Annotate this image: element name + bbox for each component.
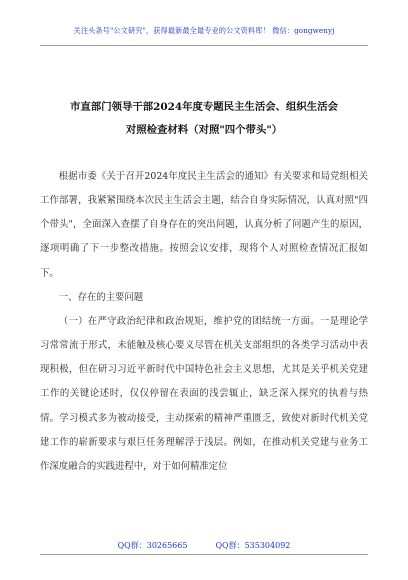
promo-banner[interactable]: 关注头条号"公文研究"，获得最新最全最专业的公文资料库！ 微信：gongwenyj [73,26,335,35]
document-title: 市直部门领导干部2024年度专题民主生活会、组织生活会 [70,101,338,113]
section-heading: 一、存在的主要问题 [58,291,144,303]
section-paragraph: （一）在严守政治纪律和政治规矩，维护党的团结统一方面。一是理论学习常常流于形式，未能触及核心要义尽管在机关支部组织的各类学习活动中表现积极，但在研习习近平新时代中国特色社会主义思想，尤其是关乎机关党建工作的关键论述时，仅仅停留在表面的浅尝辄止，缺乏深入探究的执着与热情。学习模式多为被动接受，主动探索的精神严重匮乏，致使对新时代机关党建工作的崭新要求与艰巨任务理解浮于浅层。例如，在推动机关党建与业务工作深度融合的实践进程中，对于如何精准定位 [40,315,368,472]
qq-group-2[interactable]: QQ群：535304092 [215,541,291,550]
header-divider [40,45,368,46]
qq-group-1[interactable]: QQ群：30265665 [117,541,188,550]
document-subtitle: 对照检查材料（对照"四个带头"） [125,124,283,136]
footer-contacts [0,540,408,551]
document-body [40,165,368,479]
intro-paragraph: 根据市委《关于召开2024年度民主生活会的通知》有关要求和局党组相关工作部署，我紧紧围绕本次民主生活会主题，结合自身实际情况，认真对照"四个带头"，全面深入查摆了自身存在的突出问题，认真分析了问题产生的原因，逐项明确了下一步整改措施。按照会议安排，现将个人对照检查情况汇报如下。 [40,171,368,279]
footer-divider [40,554,368,555]
